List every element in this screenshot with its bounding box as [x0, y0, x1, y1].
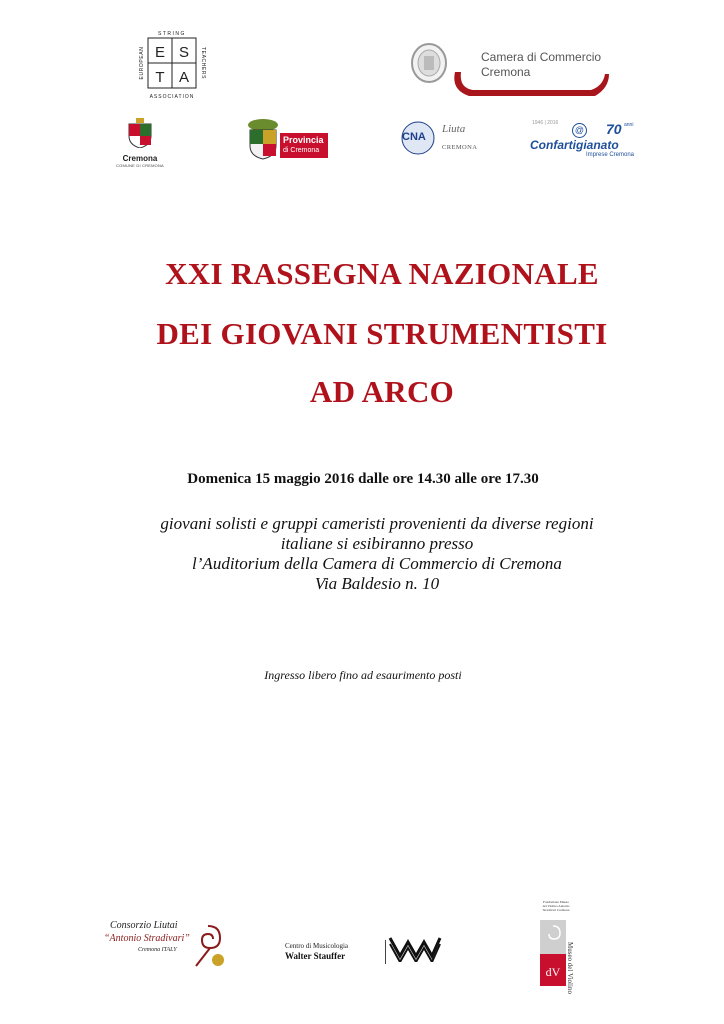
event-desc-line-4: Via Baldesio n. 10 [314, 574, 440, 593]
camera-commercio-logo [405, 40, 615, 110]
cna-city: CREMONA [442, 144, 478, 151]
museo-small-text: Fondazione Museo del Violino Antonio Stradivari Cremona [542, 900, 570, 912]
at-icon: @ [572, 123, 587, 138]
camera-swoosh-icon [449, 70, 615, 102]
esta-arc-left: EUROPEAN [139, 46, 145, 80]
crest-icon [127, 118, 153, 148]
violin-scroll-icon [188, 920, 228, 970]
esta-letter-a: A [178, 69, 190, 86]
entry-note: Ingresso libero fino ad esaurimento posti [264, 668, 462, 682]
confartigianato-logo [528, 118, 640, 162]
confartigianato-sub: Imprese Cremona [586, 152, 635, 158]
confartigianato-anni: anni [624, 122, 634, 128]
event-date-line: Domenica 15 maggio 2016 dalle ore 14.30 alle ore 17.30 [187, 471, 539, 487]
musicologia-line-2: Walter Stauffer [285, 951, 346, 961]
esta-arc-right: TEACHERS [200, 46, 206, 80]
consorzio-line-2: “Antonio Stradivari” [104, 933, 190, 944]
comune-name: Cremona [122, 154, 158, 163]
confartigianato-name: Confartigianato [530, 138, 619, 152]
provincia-sub: di Cremona [283, 147, 320, 154]
comune-sub: COMUNE DI CREMONA [116, 163, 164, 168]
consorzio-line-3: Cremona ITALY [138, 947, 177, 953]
camera-title: Camera di Commercio [481, 50, 602, 64]
confartigianato-years: 1946 | 2016 [532, 120, 559, 126]
esta-letter-t: T [155, 69, 165, 86]
musicologia-line-1: Centro di Musicologia [285, 942, 348, 950]
provincia-label-box [280, 133, 328, 158]
camera-city: Cremona [481, 65, 531, 79]
museo-name: Museo del Violino [566, 942, 574, 994]
cna-name: CNA [402, 131, 426, 143]
event-desc-line-3: l’Auditorium della Camera di Commercio di Cremona [192, 554, 562, 573]
headline-line-1: XXI RASSEGNA NAZIONALE [165, 256, 599, 291]
museo-violino-logo [540, 898, 582, 994]
esta-arc-bottom: ASSOCIATION [149, 94, 195, 100]
confartigianato-70: 70 [606, 121, 622, 137]
consorzio-liutai-logo [104, 920, 230, 972]
event-description [0, 514, 724, 594]
provincia-name: Provincia [283, 135, 324, 145]
musicologia-logo [285, 940, 386, 964]
consorzio-line-1: Consorzio Liutai [110, 920, 178, 931]
headline-line-3: AD ARCO [309, 374, 455, 409]
provincia-crest-icon [246, 118, 280, 160]
esta-arc-top: STRING [158, 31, 186, 37]
headline-line-2: DEI GIOVANI STRUMENTISTI [156, 316, 608, 351]
wave-logo-icon [388, 932, 442, 962]
esta-letter-e: E [154, 44, 166, 61]
comune-cremona-logo [112, 118, 168, 170]
provincia-logo [246, 118, 330, 160]
museo-mark: dV [545, 965, 561, 979]
cna-liuteria: Liuta [442, 123, 466, 135]
esta-letter-s: S [178, 44, 190, 61]
event-desc-line-2: italiane si esibiranno presso [280, 534, 474, 553]
esta-logo [130, 28, 214, 104]
event-desc-line-1: giovani solisti e gruppi cameristi provenienti da diverse regioni [160, 514, 594, 533]
camera-seal-icon [409, 42, 449, 84]
cna-logo [400, 120, 480, 160]
museo-mark-icon [540, 920, 566, 986]
